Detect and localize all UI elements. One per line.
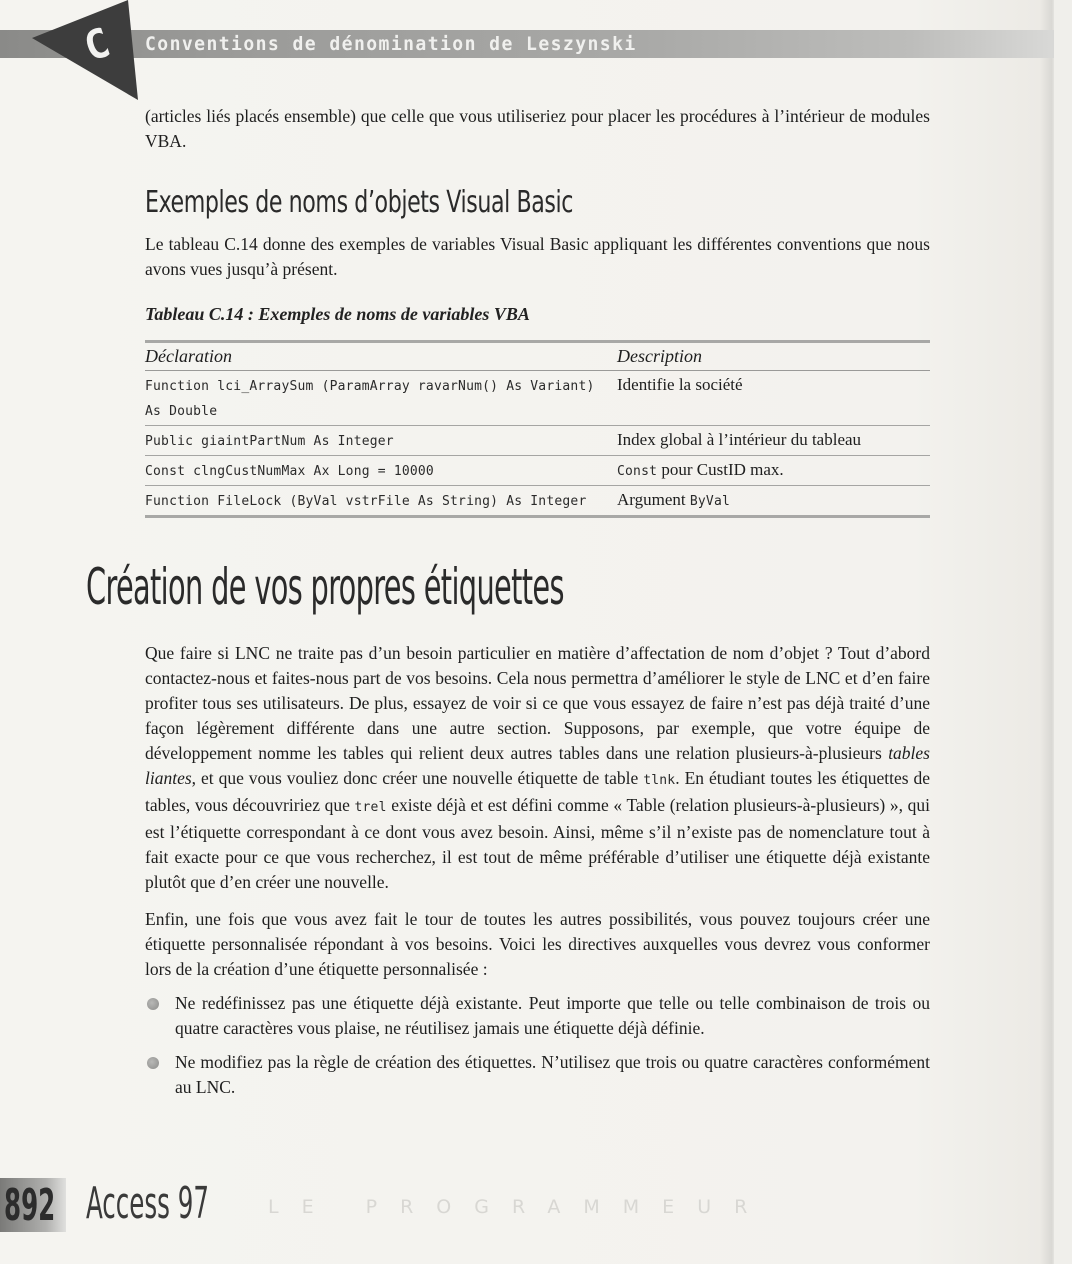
custom-tags-body xyxy=(145,641,930,1109)
table-caption: Tableau C.14 : Exemples de noms de variables VBA xyxy=(145,304,530,324)
declaration-cell xyxy=(145,486,617,517)
running-title: Conventions de dénomination de Leszynski xyxy=(145,33,637,55)
description-cell xyxy=(617,486,930,517)
description-text: pour CustID max. xyxy=(657,460,784,479)
series-watermark: LE PROGRAMMEUR xyxy=(268,1196,771,1218)
declaration-code: Function FileLock (ByVal vstrFile As String) As Integer xyxy=(145,494,587,509)
chapter-letter: C xyxy=(78,19,116,71)
table-header-row xyxy=(145,342,930,371)
guidelines-list xyxy=(145,991,930,1100)
declaration-cell xyxy=(145,371,617,426)
custom-tags-paragraph-1 xyxy=(145,641,930,895)
description-code: ByVal xyxy=(689,494,731,509)
page-number: 892 xyxy=(4,1180,56,1231)
description-cell xyxy=(617,371,930,426)
description-cell xyxy=(617,456,930,486)
description-cell xyxy=(617,426,930,456)
description-text: Identifie la société xyxy=(617,375,743,394)
section-heading-custom-tags: Création de vos propres étiquettes xyxy=(86,558,564,616)
bullet-icon xyxy=(147,998,159,1010)
chapter-tab-icon xyxy=(30,0,140,100)
paragraph-text: , et que vous vouliez donc créer une nouvelle étiquette de table xyxy=(191,768,644,788)
declaration-code: Function lci_ArraySum (ParamArray ravarNum() As Variant) As Double xyxy=(145,379,595,419)
inline-code: trel xyxy=(354,800,387,815)
list-item-text: Ne modifiez pas la règle de création des étiquettes. N’utilisez que trois ou quatre caractères conformément au LNC. xyxy=(175,1052,930,1097)
declaration-code: Const clngCustNumMax Ax Long = 10000 xyxy=(145,464,434,479)
description-text: Index global à l’intérieur du tableau xyxy=(617,430,862,449)
description-code: Const xyxy=(617,464,658,479)
column-header-declaration: Déclaration xyxy=(145,342,617,371)
list-item xyxy=(145,991,930,1041)
section-heading-vb-examples: Exemples de noms d’objets Visual Basic xyxy=(145,185,574,220)
table-row xyxy=(145,486,930,517)
adjacent-page-edge xyxy=(1054,0,1072,1264)
table-row xyxy=(145,371,930,426)
emphasis-text: tables liantes xyxy=(145,743,930,788)
bullet-icon xyxy=(147,1057,159,1069)
declaration-cell xyxy=(145,456,617,486)
list-item xyxy=(145,1050,930,1100)
table-row xyxy=(145,426,930,456)
list-item-text: Ne redéfinissez pas une étiquette déjà existante. Peut importe que telle ou telle combinaison de trois ou quatre caractères vous plaise, ne réutilisez jamais une étiquette déjà définie. xyxy=(175,993,930,1038)
intro-paragraph xyxy=(145,104,930,154)
column-header-description: Description xyxy=(617,342,930,371)
declaration-cell xyxy=(145,426,617,456)
page-number-box xyxy=(0,1178,66,1232)
inline-code: tlnk xyxy=(643,773,676,788)
vba-examples-table xyxy=(145,340,930,518)
intro-text: (articles liés placés ensemble) que celle que vous utiliseriez pour placer les procédures à l’intérieur de modules VBA. xyxy=(145,106,930,151)
description-text: Argument xyxy=(617,490,690,509)
custom-tags-paragraph-2: Enfin, une fois que vous avez fait le tour de toutes les autres possibilités, vous pouvez toujours créer une étiquette personnalisée répondant à vos besoins. Voici les directives auxquelles vous devrez vous conformer lors de la création d’une étiquette personnalisée : xyxy=(145,909,930,979)
vb-intro-text: Le tableau C.14 donne des exemples de variables Visual Basic appliquant les différentes conventions que nous avons vues jusqu’à présent. xyxy=(145,234,930,279)
paragraph-text: Que faire si LNC ne traite pas d’un besoin particulier en matière d’affectation de nom d’objet ? Tout d’abord contactez-nous et faites-nous part de vos besoins. Cela nous permettra d’améliorer le style de LNC et d’en faire profiter tous ses utilisateurs. De plus, essayez de voir si ce que vous essayez de faire n’est pas déjà traité d’une façon légèrement différente dans une autre section. Supposons, par exemple, que votre équipe de développement nomme les tables qui relient deux autres tables dans une relation plusieurs-à-plusieurs xyxy=(145,643,930,763)
table-row xyxy=(145,456,930,486)
declaration-code: Public giaintPartNum As Integer xyxy=(145,434,394,449)
vb-intro-paragraph xyxy=(145,232,930,282)
book-title: Access 97 xyxy=(86,1178,209,1229)
paragraph-text: . En étudiant toutes les étiquettes de tables, vous découvririez que xyxy=(145,768,930,815)
paragraph-text: existe déjà et est défini comme « Table (relation plusieurs-à-plusieurs) », qui est l’étiquette correspondant à ce dont vous avez besoin. Ainsi, même s’il n’existe pas de nomenclature tout à fait exacte pour ce que vous recherchez, il est tout de même préférable d’utiliser une étiquette déjà existante plutôt que d’en créer une nouvelle. xyxy=(145,795,930,892)
